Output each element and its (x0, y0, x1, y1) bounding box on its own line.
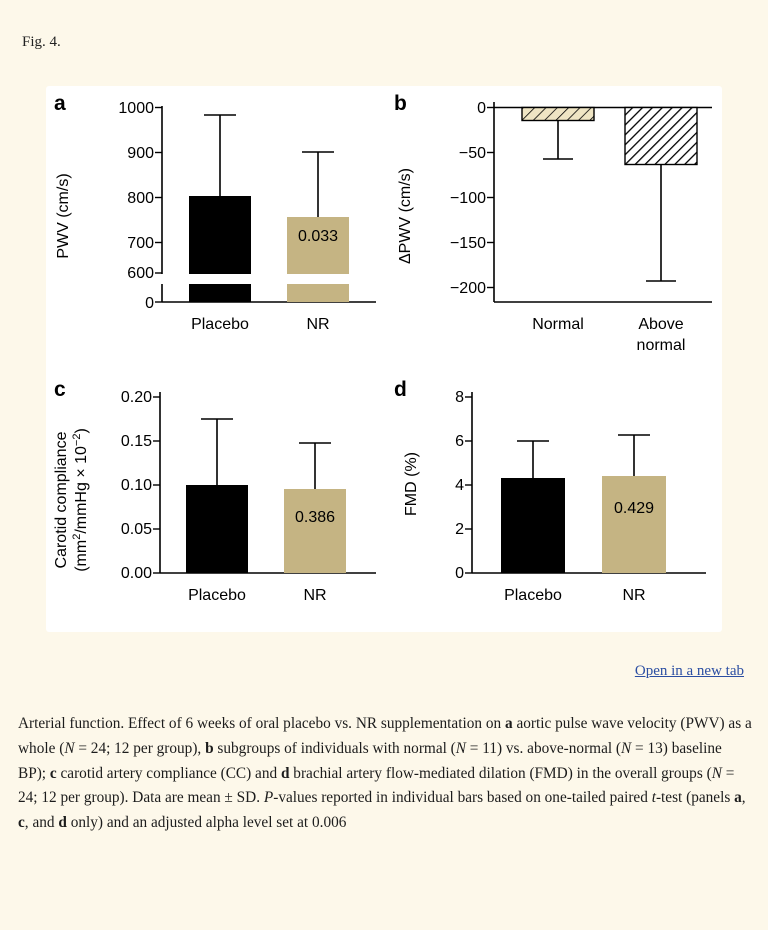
panel-c-bar-placebo (186, 485, 248, 573)
panel-a-letter: a (54, 92, 66, 115)
panel-a-bar-nr-base (287, 284, 349, 302)
open-in-new-tab-container (635, 662, 744, 680)
panel-a-bar-placebo (189, 196, 251, 274)
chart-panel-b (386, 86, 722, 356)
panel-a-bar-nr (287, 217, 349, 274)
panel-d-bar-nr (602, 476, 666, 573)
panel-a-pvalue: 0.033 (297, 228, 339, 245)
panel-a-ytick-600: 600 (127, 265, 154, 282)
panel-d-y-axis-title: FMD (%) (403, 452, 420, 516)
panel-b-cat-normal: Normal (532, 316, 584, 333)
panel-b-ytick-0: 0 (477, 100, 486, 117)
panel-b-ytick-m150: −150 (449, 235, 486, 252)
panel-c-ytick-000: 0.00 (120, 565, 152, 582)
panel-d-cat-nr: NR (622, 587, 646, 604)
panel-a-ytick-1000: 1000 (118, 100, 154, 117)
panel-b-cat-above-line2: normal (636, 337, 686, 354)
panel-b-y-axis-title: ΔPWV (cm/s) (397, 167, 414, 265)
panel-c-ytick-005: 0.05 (120, 521, 152, 538)
figure-label: Fig. 4. (22, 34, 61, 50)
panel-b-ytick-m200: −200 (449, 280, 486, 297)
panel-c-bar-nr (284, 489, 346, 573)
panel-d-ytick-8: 8 (455, 389, 464, 406)
panel-c-pvalue: 0.386 (294, 509, 336, 526)
panel-c-letter: c (54, 378, 66, 401)
panel-c-ytick-010: 0.10 (120, 477, 152, 494)
panel-d-bar-placebo (501, 478, 565, 573)
panel-b-svg (386, 86, 722, 356)
panel-d-letter: d (394, 378, 407, 401)
panel-a-svg (46, 86, 386, 336)
panel-c-ytick-020: 0.20 (120, 389, 152, 406)
chart-panel-c (46, 374, 386, 632)
panel-d-svg (386, 374, 722, 632)
panel-d-cat-placebo: Placebo (504, 587, 562, 604)
panel-d-ytick-2: 2 (455, 521, 464, 538)
panel-c-y-axis-title-line1: Carotid compliance (53, 431, 70, 569)
panel-b-bar-above-normal (625, 108, 697, 165)
panel-a-bar-placebo-base (189, 284, 251, 302)
panel-c-y-axis-title-line2: ($mm^2$/mmHg × $10^{-2}$) (71, 428, 90, 572)
panel-a-ytick-700: 700 (127, 235, 154, 252)
panel-b-letter: b (394, 92, 407, 115)
panel-a-ytick-900: 900 (127, 145, 154, 162)
chart-panel-a (46, 86, 386, 336)
panel-c-ytick-015: 0.15 (120, 433, 152, 450)
panel-b-ytick-m50: −50 (458, 145, 486, 162)
panel-b-ytick-m100: −100 (449, 190, 486, 207)
panel-a-ytick-800: 800 (127, 190, 154, 207)
panel-d-ytick-4: 4 (455, 477, 464, 494)
panel-a-y-axis-title: PWV (cm/s) (55, 173, 72, 259)
panel-c-svg (46, 374, 386, 632)
panel-d-ytick-6: 6 (455, 433, 464, 450)
panel-b-bar-normal (522, 108, 594, 121)
figure-image-container (46, 86, 722, 632)
panel-c-cat-placebo: Placebo (188, 587, 246, 604)
panel-b-cat-above: Above (638, 316, 684, 333)
panel-d-ytick-0: 0 (455, 565, 464, 582)
open-in-new-tab-link[interactable]: Open in a new tab (634, 663, 744, 679)
panel-a-ytick-0: 0 (145, 295, 154, 312)
panel-d-pvalue: 0.429 (613, 500, 655, 517)
figure-caption: Arterial function. Effect of 6 weeks of oral placebo vs. NR supplementation on a aortic pulse wave velocity (PWV) as a whole (N = 24; 12 per group), b subgroups of individuals with normal (N = 11) vs. above-normal (N = 13) baseline BP); c carotid artery compliance (CC) and d brachial artery flow-mediated dilation (FMD) in the overall groups (N = 24; 12 per group). Data are mean ± SD. P-values reported in individual bars based on one-tailed paired t-test (panels a, c, and d only) and an adjusted alpha level set at 0.006 (18, 715, 752, 832)
chart-panel-d (386, 374, 722, 632)
panel-c-cat-nr: NR (303, 587, 327, 604)
panel-a-cat-placebo: Placebo (191, 316, 249, 333)
panel-a-cat-nr: NR (306, 316, 330, 333)
